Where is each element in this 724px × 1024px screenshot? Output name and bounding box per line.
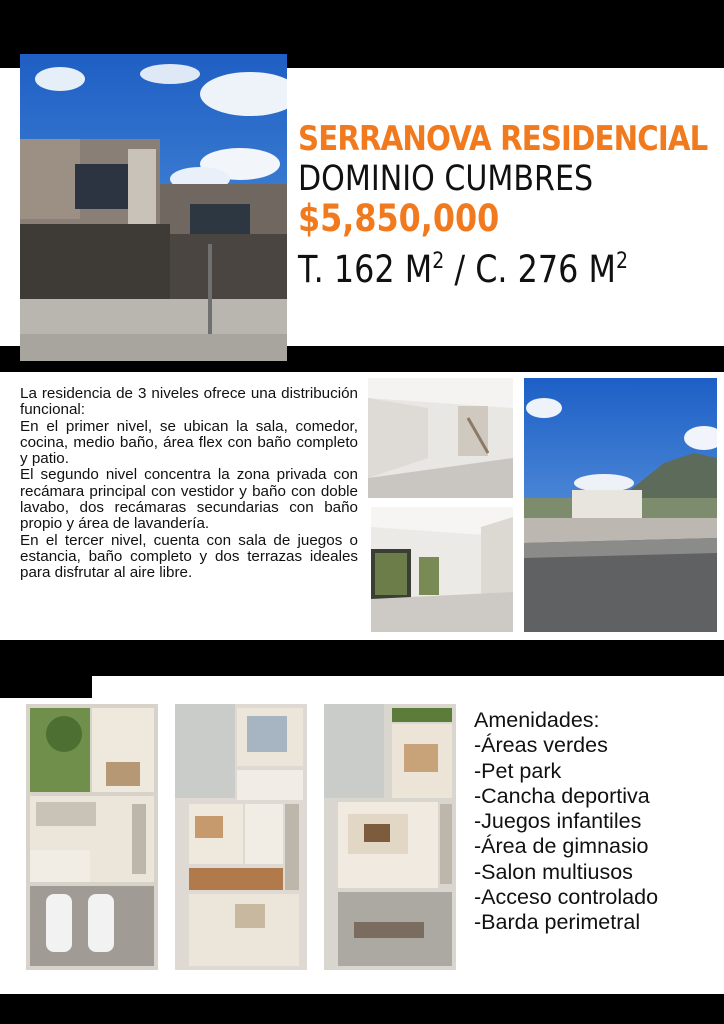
description-paragraph: El segundo nivel concentra la zona privada con recámara principal con vestidor y baño con doble lavabo, dos recámaras secundarias con baño propio y área de lavandería. <box>20 466 358 533</box>
terrace-photo <box>524 378 717 632</box>
price: $5,850,000 <box>298 197 500 240</box>
floor-plan-level-2 <box>175 704 307 970</box>
amenity-item: -Juegos infantiles <box>474 809 642 834</box>
headline <box>298 118 718 292</box>
amenity-item: -Pet park <box>474 758 562 783</box>
description-paragraph: En el tercer nivel, cuenta con sala de juegos o estancia, baño completo y dos terrazas ideales para disfrutar al aire libre. <box>20 531 358 582</box>
amenity-item: -Acceso controlado <box>474 885 659 910</box>
amenity-item: -Área de gimnasio <box>474 834 649 859</box>
amenities-list <box>474 708 714 936</box>
amenity-item: -Áreas verdes <box>474 733 608 758</box>
development-name: SERRANOVA RESIDENCIAL <box>298 119 708 159</box>
description-paragraph: La residencia de 3 niveles ofrece una distribución funcional: <box>20 385 358 419</box>
area-dimensions: T. 162 $M^2$ / C. 276 $M^2$ <box>298 248 628 291</box>
project-name: DOMINIO CUMBRES <box>298 159 594 199</box>
amenities-title: Amenidades: <box>474 708 600 732</box>
amenity-item: -Salon multiusos <box>474 859 633 884</box>
interior-photo-living <box>371 507 513 632</box>
facade-photo <box>20 54 287 361</box>
amenity-item: -Barda perimetral <box>474 910 641 935</box>
property-description <box>20 386 358 582</box>
interior-photo-stairs <box>368 378 513 498</box>
floor-plan-level-1 <box>26 704 158 970</box>
amenity-item: -Cancha deportiva <box>474 783 650 808</box>
description-paragraph: En el primer nivel, se ubican la sala, comedor, cocina, medio baño, área flex con baño completo y patio. <box>20 417 358 468</box>
floor-plan-level-3 <box>324 704 456 970</box>
